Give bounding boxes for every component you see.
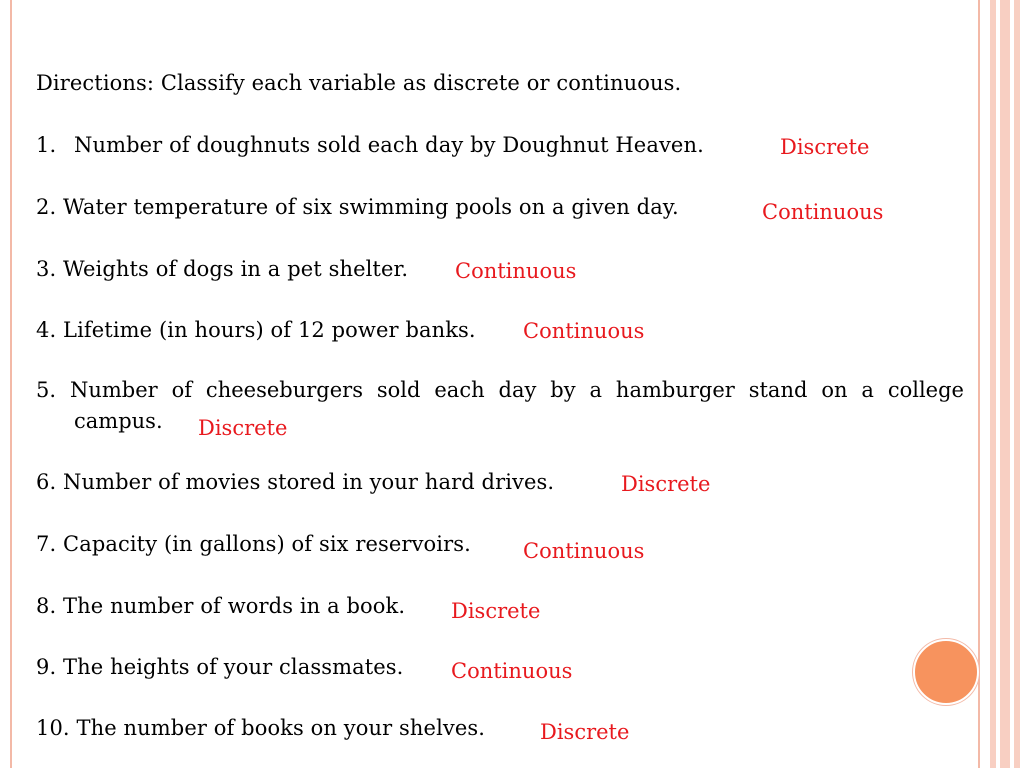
question-number: 9.: [36, 655, 57, 679]
question-text: Number of movies stored in your hard drives.: [63, 470, 555, 494]
question-text: The number of words in a book.: [63, 594, 406, 618]
decorative-circle-icon: [913, 639, 979, 705]
answer-7: Continuous: [523, 539, 645, 563]
answer-6: Discrete: [621, 472, 711, 496]
question-number: 2.: [36, 195, 57, 219]
question-10: [36, 715, 485, 741]
answer-3: Continuous: [455, 259, 577, 283]
question-9: [36, 654, 403, 680]
question-text: Capacity (in gallons) of six reservoirs.: [63, 532, 471, 556]
answer-1: Discrete: [780, 135, 870, 159]
question-number: 4.: [36, 318, 57, 342]
question-text: Number of cheeseburgers sold each day by a hamburger stand on a college: [69, 378, 964, 402]
frame-line-right: [978, 0, 980, 768]
question-number: 8.: [36, 594, 57, 618]
question-7: [36, 531, 471, 557]
frame-bar: [990, 0, 996, 768]
question-1: [36, 132, 704, 158]
answer-5: Discrete: [198, 416, 288, 440]
question-3: [36, 256, 408, 282]
question-4: [36, 317, 476, 343]
question-text: Lifetime (in hours) of 12 power banks.: [63, 318, 476, 342]
answer-4: Continuous: [523, 319, 645, 343]
question-5-line-2: campus.: [74, 409, 163, 433]
question-number: 6.: [36, 470, 57, 494]
question-6: [36, 469, 554, 495]
question-number: 10.: [36, 716, 70, 740]
question-number: 7.: [36, 532, 57, 556]
question-text: Weights of dogs in a pet shelter.: [63, 257, 409, 281]
question-2: [36, 194, 679, 220]
question-number: 5.: [36, 378, 57, 402]
question-text: The heights of your classmates.: [63, 655, 404, 679]
question-text: The number of books on your shelves.: [76, 716, 486, 740]
answer-2: Continuous: [762, 200, 884, 224]
answer-8: Discrete: [451, 599, 541, 623]
question-number: 3.: [36, 257, 57, 281]
question-5-line-1: [36, 377, 964, 403]
answer-10: Discrete: [540, 720, 630, 744]
answer-9: Continuous: [451, 659, 573, 683]
question-text: Water temperature of six swimming pools on a given day.: [63, 195, 679, 219]
frame-line-left: [10, 0, 12, 768]
frame-bar: [1000, 0, 1010, 768]
question-8: [36, 593, 405, 619]
frame-bar: [1014, 0, 1020, 768]
question-text: Number of doughnuts sold each day by Doughnut Heaven.: [74, 133, 704, 157]
question-number: 1.: [36, 133, 57, 157]
directions-text: Directions: Classify each variable as discrete or continuous.: [36, 71, 682, 95]
